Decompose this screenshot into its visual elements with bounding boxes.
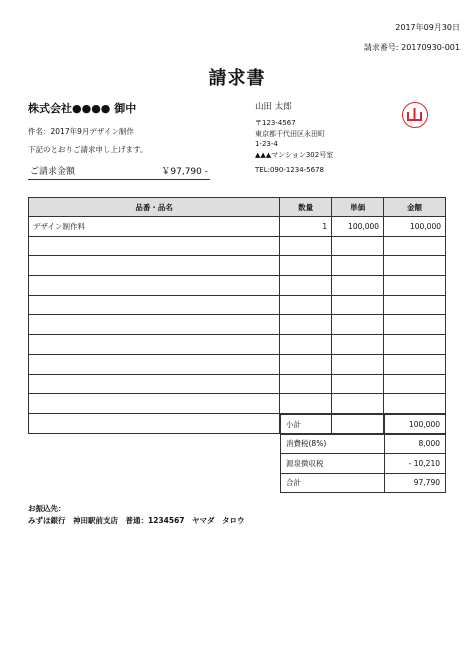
cell-item — [29, 413, 280, 433]
cell-amount — [384, 335, 446, 355]
cell-quantity — [280, 295, 332, 315]
summary-row — [281, 454, 446, 474]
invoice-subject: 件名：2017年9月デザイン制作 — [28, 127, 134, 136]
cell-quantity — [280, 354, 332, 374]
cell-unit-price: 100,000 — [332, 217, 384, 237]
cell-unit-price — [332, 315, 384, 335]
cell-unit-price — [332, 236, 384, 256]
table-row — [29, 295, 446, 315]
cell-unit-price — [332, 374, 384, 394]
cell-item — [29, 295, 280, 315]
issuer-address-line3: ▲▲▲マンション302号室 — [255, 150, 334, 159]
invoice-number: 請求番号: 20170930-001 — [363, 43, 460, 52]
client-name: 株式会社●●●● 御中 — [28, 102, 137, 115]
cell-quantity: 1 — [280, 217, 332, 237]
cell-quantity — [280, 394, 332, 414]
cell-item: デザイン制作料 — [29, 217, 280, 237]
cell-amount — [384, 236, 446, 256]
table-row — [29, 374, 446, 394]
invoice-note: 下記のとおりご請求申し上げます。 — [28, 145, 148, 154]
table-row — [29, 276, 446, 296]
table-row — [29, 354, 446, 374]
table-row — [29, 335, 446, 355]
cell-item — [29, 354, 280, 374]
items-table — [28, 197, 446, 434]
summary-label: 源泉徴収税 — [281, 454, 385, 474]
summary-value: 100,000 — [385, 415, 446, 435]
table-row — [29, 256, 446, 276]
cell-unit-price — [332, 256, 384, 276]
column-header-item: 品番・品名 — [29, 198, 280, 217]
items-table-header — [29, 198, 446, 217]
summary-label: 消費税(8%) — [281, 434, 385, 454]
seal-stamp-icon — [402, 102, 428, 128]
issuer-address-line1: 東京都千代田区永田町 — [255, 129, 325, 138]
issuer-address — [255, 118, 333, 160]
invoice-date: 2017年09月30日 — [395, 23, 460, 32]
cell-quantity — [280, 374, 332, 394]
cell-item — [29, 236, 280, 256]
issuer-tel: TEL:090-1234-5678 — [255, 166, 324, 174]
bank-label: お振込先： — [28, 504, 66, 513]
page-title: 請求書 — [208, 68, 266, 89]
summary-row — [281, 473, 446, 493]
cell-item — [29, 374, 280, 394]
column-header-amount: 金額 — [384, 198, 446, 217]
cell-amount — [384, 315, 446, 335]
cell-quantity — [280, 276, 332, 296]
summary-row — [281, 415, 446, 435]
bank-info: みずほ銀行 神田駅前支店 普通：1234567 ヤマダ タロウ — [28, 516, 245, 525]
cell-amount — [384, 394, 446, 414]
cell-quantity — [280, 335, 332, 355]
summary-value: 8,000 — [385, 434, 446, 454]
cell-amount — [384, 354, 446, 374]
cell-quantity — [280, 256, 332, 276]
summary-table — [280, 414, 446, 493]
cell-unit-price — [332, 276, 384, 296]
cell-unit-price — [332, 394, 384, 414]
cell-unit-price — [332, 295, 384, 315]
summary-value: 97,790 — [385, 473, 446, 493]
column-header-quantity: 数量 — [280, 198, 332, 217]
issuer-postal: 〒123-4567 — [255, 119, 296, 127]
table-row — [29, 394, 446, 414]
cell-amount — [384, 295, 446, 315]
summary-label: 合計 — [281, 473, 385, 493]
cell-item — [29, 276, 280, 296]
cell-unit-price — [332, 354, 384, 374]
total-amount-box — [28, 164, 210, 180]
summary-value: - 10,210 — [385, 454, 446, 474]
cell-amount — [384, 256, 446, 276]
issuer-address-line2: 1-23-4 — [255, 140, 278, 148]
total-amount-label: ご請求金額 — [30, 167, 76, 177]
cell-amount — [384, 374, 446, 394]
total-amount-value: ￥97,790 - — [161, 167, 208, 177]
cell-quantity — [280, 315, 332, 335]
cell-item — [29, 315, 280, 335]
issuer-name: 山田 太郎 — [255, 102, 292, 112]
summary-label: 小計 — [281, 415, 385, 435]
cell-amount — [384, 276, 446, 296]
table-row — [29, 236, 446, 256]
summary-row — [281, 434, 446, 454]
cell-amount: 100,000 — [384, 217, 446, 237]
cell-item — [29, 256, 280, 276]
cell-unit-price — [332, 335, 384, 355]
cell-item — [29, 335, 280, 355]
table-row — [29, 217, 446, 237]
cell-quantity — [280, 236, 332, 256]
cell-item — [29, 394, 280, 414]
column-header-unit-price: 単価 — [332, 198, 384, 217]
table-row — [29, 315, 446, 335]
